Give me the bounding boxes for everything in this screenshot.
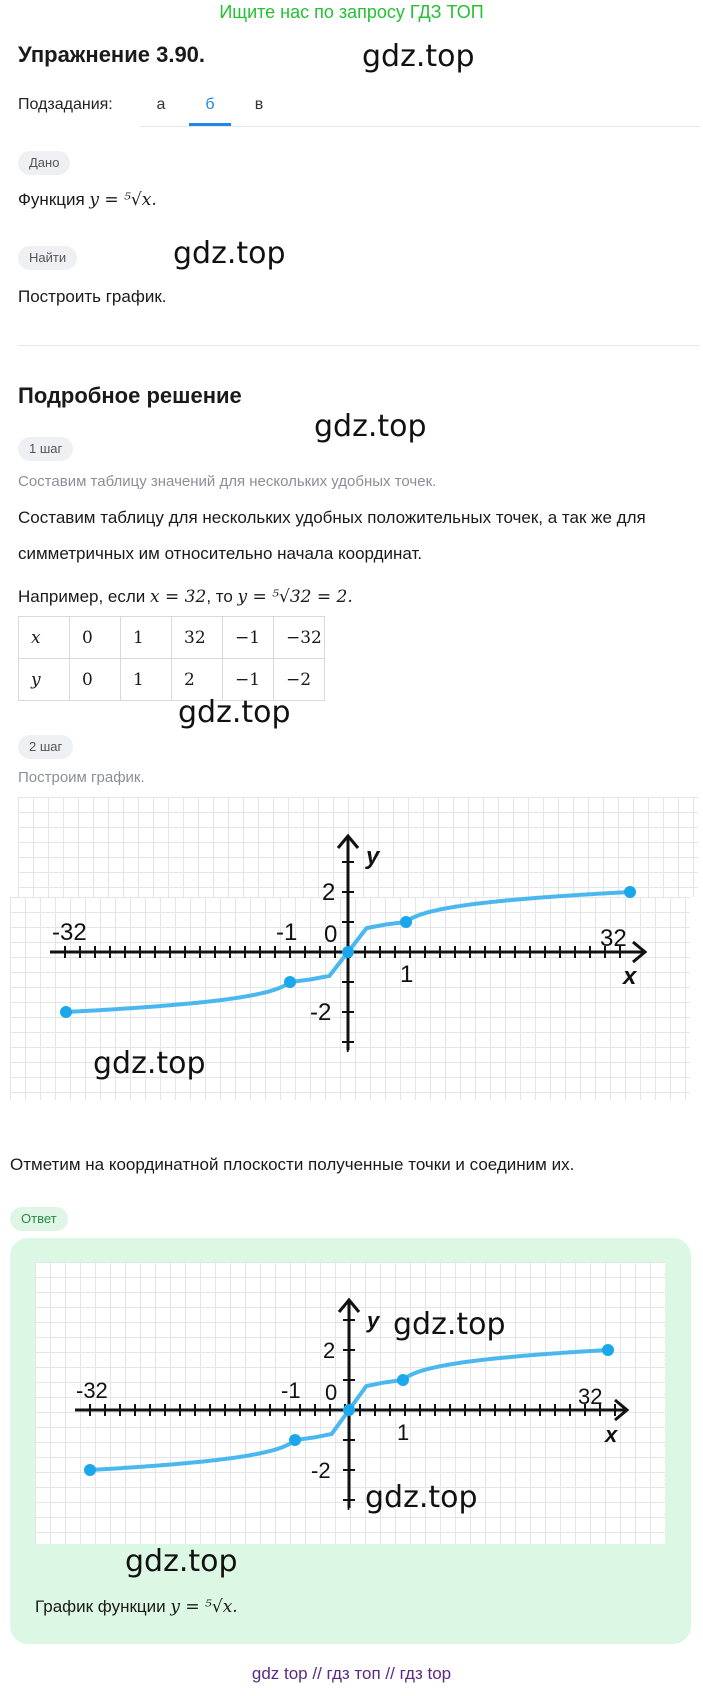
- footer-separator: //: [385, 1664, 395, 1683]
- given-prefix: Функция: [18, 190, 90, 209]
- watermark: gdz.top: [173, 236, 286, 271]
- x-tick-label-32: 32: [578, 1384, 603, 1409]
- y-tick-label-minus-2: -2: [310, 999, 332, 1026]
- example-y: y = ⁵√32 = 2.: [237, 587, 353, 607]
- y-axis-label: y: [367, 1308, 380, 1333]
- watermark: gdz.top: [178, 695, 291, 730]
- footer-separator: //: [312, 1664, 322, 1683]
- footer-link[interactable]: гдз топ: [326, 1664, 381, 1683]
- step2-hint: Построим график.: [18, 769, 145, 786]
- step1-hint: Составим таблицу значений для нескольких удобных точек.: [18, 473, 437, 490]
- x-tick-label-minus-32: -32: [76, 1378, 108, 1403]
- tab-a[interactable]: а: [156, 96, 166, 113]
- step2-after-text: Отметим на координатной плоскости полученные точки и соединим их.: [10, 1155, 575, 1174]
- y-axis-tail-mark: I: [346, 1494, 352, 1514]
- given-badge: Дано: [18, 151, 70, 175]
- tab-v[interactable]: в: [254, 96, 264, 113]
- origin-label: 0: [324, 921, 338, 948]
- footer-link[interactable]: gdz top: [251, 1664, 308, 1683]
- x-tick-label-minus-1: -1: [281, 1378, 301, 1403]
- table-cell: −32: [274, 617, 325, 659]
- footer-links: [0, 1664, 703, 1684]
- graph-2-plot: [75, 1300, 627, 1514]
- data-point: [289, 1434, 301, 1446]
- x-axis-label: x: [623, 963, 637, 990]
- given-formula: y = ⁵√x.: [89, 190, 157, 210]
- find-text: Построить график.: [18, 287, 167, 306]
- watermark: gdz.top: [362, 39, 475, 74]
- example-mid: , то: [206, 587, 238, 606]
- example-x: x = 32: [150, 587, 207, 607]
- step1-text-line1: Составим таблицу для нескольких удобных положительных точек, а так же для: [18, 508, 646, 527]
- y-axis-tail-mark: I: [345, 1035, 351, 1057]
- origin-label: 0: [325, 1380, 338, 1405]
- x-tick-label-32: 32: [600, 925, 627, 952]
- x-tick-label-minus-32: -32: [52, 919, 87, 946]
- exercise-title: Упражнение 3.90.: [18, 42, 206, 67]
- x-tick-label-1: 1: [400, 961, 414, 988]
- step1-text-line2: симметричных им относительно начала координат.: [18, 544, 423, 563]
- watermark: gdz.top: [393, 1307, 506, 1342]
- data-point: [602, 1344, 614, 1356]
- step1-badge: 1 шаг: [18, 437, 73, 461]
- x-tick-label-minus-1: -1: [276, 919, 298, 946]
- y-tick-label-minus-2: -2: [311, 1458, 331, 1483]
- table-cell: 1: [121, 659, 172, 701]
- table-cell: 0: [70, 617, 121, 659]
- table-cell: y: [19, 659, 70, 701]
- x-tick-label-1: 1: [397, 1420, 410, 1445]
- tab-b[interactable]: б: [205, 96, 215, 113]
- watermark: gdz.top: [93, 1046, 206, 1081]
- subtasks-label: Подзадания:: [18, 96, 113, 113]
- table-cell: 32: [172, 617, 223, 659]
- answer-caption: [35, 1597, 238, 1617]
- data-point: [343, 1404, 355, 1416]
- data-point: [84, 1464, 96, 1476]
- table-cell: −2: [274, 659, 325, 701]
- table-cell: x: [19, 617, 70, 659]
- table-cell: 2: [172, 659, 223, 701]
- answer-caption-formula: y = ⁵√x.: [170, 1597, 238, 1617]
- watermark: gdz.top: [365, 1480, 478, 1515]
- answer-caption-prefix: График функции: [35, 1597, 171, 1616]
- table-cell: −1: [223, 659, 274, 701]
- watermark: gdz.top: [314, 409, 427, 444]
- data-point: [397, 1374, 409, 1386]
- find-badge: Найти: [18, 246, 77, 270]
- footer-link[interactable]: гдз top: [399, 1664, 452, 1683]
- watermark: gdz.top: [125, 1544, 238, 1579]
- y-tick-label-2: 2: [323, 1338, 336, 1363]
- top-banner: Ищите нас по запросу ГДЗ ТОП: [219, 2, 484, 22]
- y-tick-label-2: 2: [322, 879, 336, 906]
- table-cell: −1: [223, 617, 274, 659]
- answer-badge: Ответ: [10, 1207, 68, 1231]
- solution-heading: Подробное решение: [18, 383, 242, 408]
- table-cell: 0: [70, 659, 121, 701]
- table-cell: 1: [121, 617, 172, 659]
- y-axis-label: y: [366, 843, 380, 870]
- x-axis-label: x: [605, 1422, 618, 1447]
- step2-badge: 2 шаг: [18, 735, 73, 759]
- example-prefix: Например, если: [18, 587, 151, 606]
